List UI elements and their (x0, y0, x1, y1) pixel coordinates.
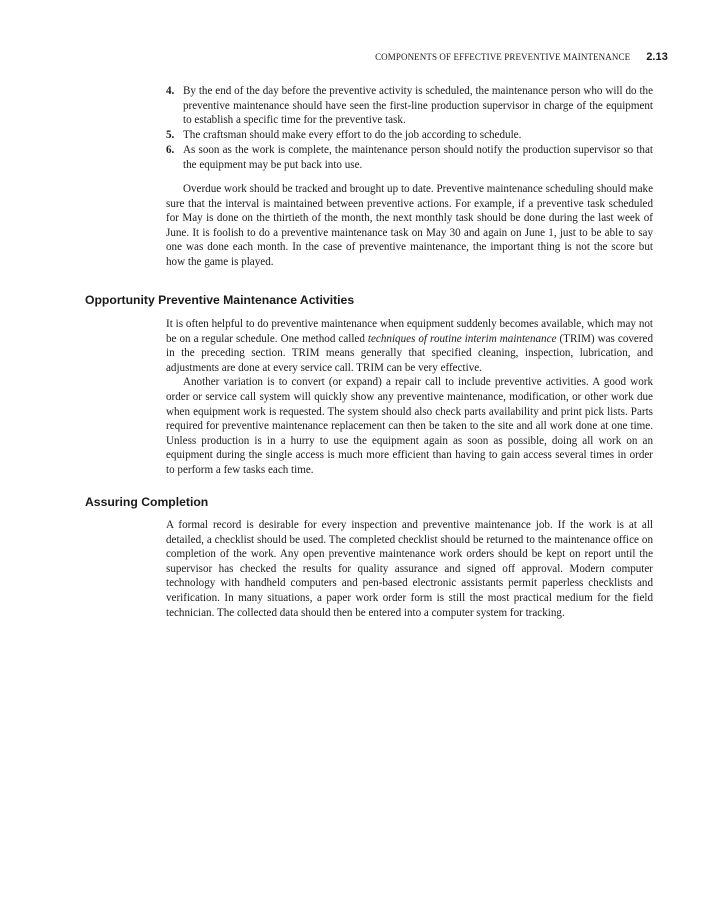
opportunity-paragraph-1 (166, 317, 653, 375)
page-number: 2.13 (646, 51, 668, 63)
opportunity-section-body (166, 317, 653, 478)
list-item (166, 84, 653, 128)
list-item-number: 6. (166, 144, 175, 157)
list-item-number: 5. (166, 129, 175, 142)
section-heading-opportunity: Opportunity Preventive Maintenance Activities (85, 293, 355, 307)
opportunity-p1-text-a: It is often helpful to do preventive maintenance when equipment suddenly becomes available, which may not be on a regular schedule. One method called (166, 318, 653, 345)
list-item (166, 143, 653, 172)
running-title: COMPONENTS OF EFFECTIVE PREVENTIVE MAINTENANCE (375, 52, 631, 62)
numbered-list (166, 84, 653, 173)
trim-term: techniques of routine interim maintenance (367, 332, 557, 345)
section-heading-assuring: Assuring Completion (85, 495, 209, 509)
list-item-text: As soon as the work is complete, the maintenance person should notify the production supervisor so that the equipment may be put back into use. (183, 144, 653, 171)
list-item-text: By the end of the day before the preventive activity is scheduled, the maintenance person who will do the preventive maintenance should have seen the first-line production supervisor in charge of the equipment to establish a specific time for the preventive task. (183, 85, 653, 127)
opportunity-p1-text-b: (TRIM) was covered in the preceding section. TRIM means generally that specified cleaning, inspection, lubrication, and adjustments are done at every service call. TRIM can be very effective. (166, 332, 654, 374)
list-item-text: The craftsman should make every effort to do the job according to schedule. (183, 129, 522, 142)
opportunity-paragraph-2: Another variation is to convert (or expand) a repair call to include preventive activities. A good work order or service call system will quickly show any preventive maintenance, modification, or other work due when equipment work is requested. The system should also check parts availability and print pick lists. Parts required for preventive maintenance replacement can then be taken to the site and all work done at one time. Unless production is in a hurry to use the equipment again as soon as possible, doing all work on an equipment during the single access is much more efficient than having to gain access several times in order to perform a few tasks each time. (166, 376, 653, 476)
list-item-number: 4. (166, 85, 175, 97)
list-item (166, 128, 653, 143)
assuring-completion-paragraph: A formal record is desirable for every inspection and preventive maintenance job. If the work is at all detailed, a checklist should be used. The completed checklist should be returned to the maintenance office on completion of the work. Any open preventive maintenance work orders should be kept on report until the supervisor has checked the results for quality assurance and signed off approval. Modern computer technology with handheld computers and pen-based electronic assistants permit paperless checklists and verification. In many situations, a paper work order form is still the most practical medium for the field technician. The collected data should then be entered into a computer system for tracking. (166, 519, 653, 619)
running-header (375, 51, 668, 63)
overdue-work-paragraph: Overdue work should be tracked and brought up to date. Preventive maintenance scheduling should make sure that the interval is maintained between preventive actions. For example, if a preventive task scheduled for May is done on the thirtieth of the month, the next monthly task should be done during the last week of June. It is foolish to do a preventive maintenance task on May 30 and again on June 1, just to be able to say one was done each month. In the case of preventive maintenance, the important thing is not the score but how the game is played. (166, 183, 653, 268)
